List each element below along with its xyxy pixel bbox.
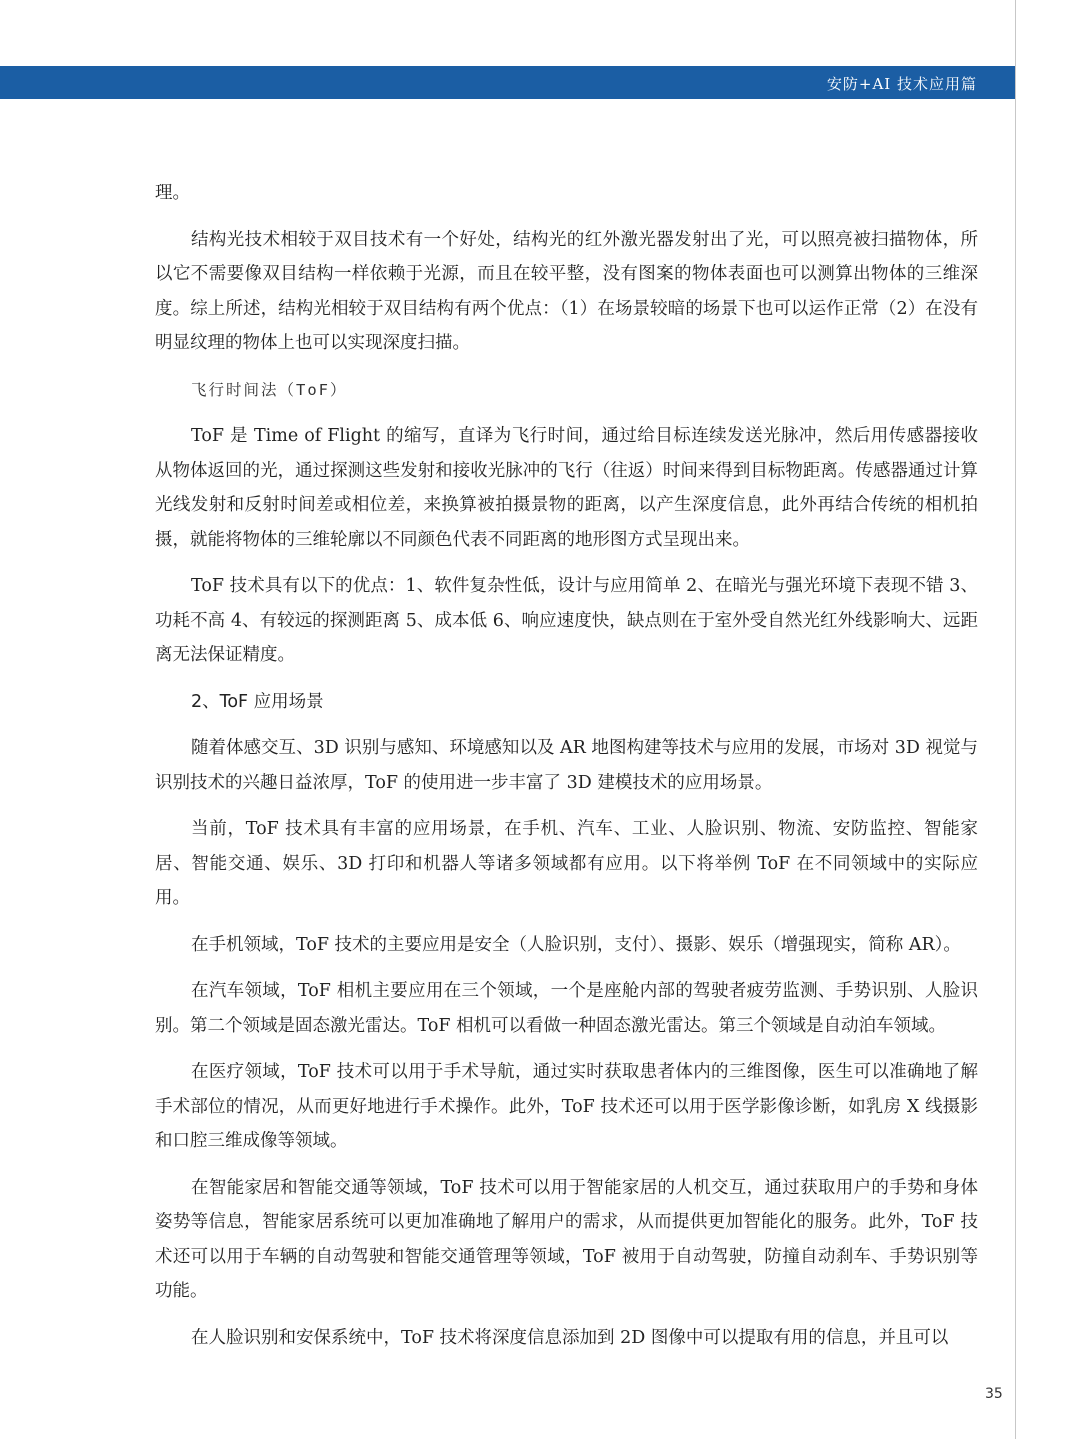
paragraph-tof-advantages: ToF 技术具有以下的优点：1、软件复杂性低，设计与应用简单 2、在暗光与强光环境下表现不错 3、功耗不高 4、有较远的探测距离 5、成本低 6、响应速度快，缺点则在于室外受自然光红外线影响大、远距离无法保证精度。: [155, 576, 978, 665]
subheading-tof: 飞行时间法（ToF）: [191, 380, 348, 399]
paragraph-medical: 在医疗领域，ToF 技术可以用于手术导航，通过实时获取患者体内的三维图像，医生可以准确地了解手术部位的情况，从而更好地进行手术操作。此外，ToF 技术还可以用于医学影像诊断，如乳房 X 线摄影和口腔三维成像等领域。: [155, 1062, 978, 1151]
paragraph-scenarios: 当前，ToF 技术具有丰富的应用场景，在手机、汽车、工业、人脸识别、物流、安防监控、智能家居、智能交通、娱乐、3D 打印和机器人等诸多领域都有应用。以下将举例 ToF 在不同领域中的实际应用。: [155, 819, 978, 908]
section-heading-applications: 2、ToF 应用场景: [191, 691, 324, 712]
paragraph-3d-vision: 随着体感交互、3D 识别与感知、环境感知以及 AR 地图构建等技术与应用的发展，市场对 3D 视觉与识别技术的兴趣日益浓厚，ToF 的使用进一步丰富了 3D 建模技术的应用场景。: [155, 738, 978, 793]
paragraph-face-recognition: 在人脸识别和安保系统中，ToF 技术将深度信息添加到 2D 图像中可以提取有用的信息，并且可以: [191, 1327, 949, 1348]
paragraph-continuation: 理。: [155, 183, 190, 203]
paragraph-automotive: 在汽车领域，ToF 相机主要应用在三个领域，一个是座舱内部的驾驶者疲劳监测、手势识别、人脸识别。第二个领域是固态激光雷达。ToF 相机可以看做一种固态激光雷达。第三个领域是自动泊车领域。: [155, 981, 978, 1036]
header-band: [0, 66, 1015, 99]
paragraph-structured-light: 结构光技术相较于双目技术有一个好处，结构光的红外激光器发射出了光，可以照亮被扫描物体，所以它不需要像双目结构一样依赖于光源，而且在较平整，没有图案的物体表面也可以测算出物体的三维深度。综上所述，结构光相较于双目结构有两个优点：（1）在场景较暗的场景下也可以运作正常（2）在没有明显纹理的物体上也可以实现深度扫描。: [155, 229, 978, 353]
paragraph-mobile: 在手机领域，ToF 技术的主要应用是安全（人脸识别，支付）、摄影、娱乐（增强现实，简称 AR）。: [191, 934, 961, 955]
header-title: 安防+AI 技术应用篇: [826, 75, 977, 93]
paragraph-smart-home: 在智能家居和智能交通等领域，ToF 技术可以用于智能家居的人机交互，通过获取用户的手势和身体姿势等信息，智能家居系统可以更加准确地了解用户的需求，从而提供更加智能化的服务。此外，ToF 技术还可以用于车辆的自动驾驶和智能交通管理等领域，ToF 被用于自动驾驶，防撞自动刹车、手势识别等功能。: [155, 1177, 978, 1301]
paragraph-tof-definition: ToF 是 Time of Flight 的缩写，直译为飞行时间，通过给目标连续发送光脉冲，然后用传感器接收从物体返回的光，通过探测这些发射和接收光脉冲的飞行（往返）时间来得到目标物距离。传感器通过计算光线发射和反射时间差或相位差，来换算被拍摄景物的距离，以产生深度信息，此外再结合传统的相机拍摄，就能将物体的三维轮廓以不同颜色代表不同距离的地形图方式呈现出来。: [155, 426, 978, 550]
page-edge-rule: [1015, 0, 1016, 1439]
page-number: 35: [985, 1386, 1003, 1402]
article-body: [155, 176, 978, 1367]
